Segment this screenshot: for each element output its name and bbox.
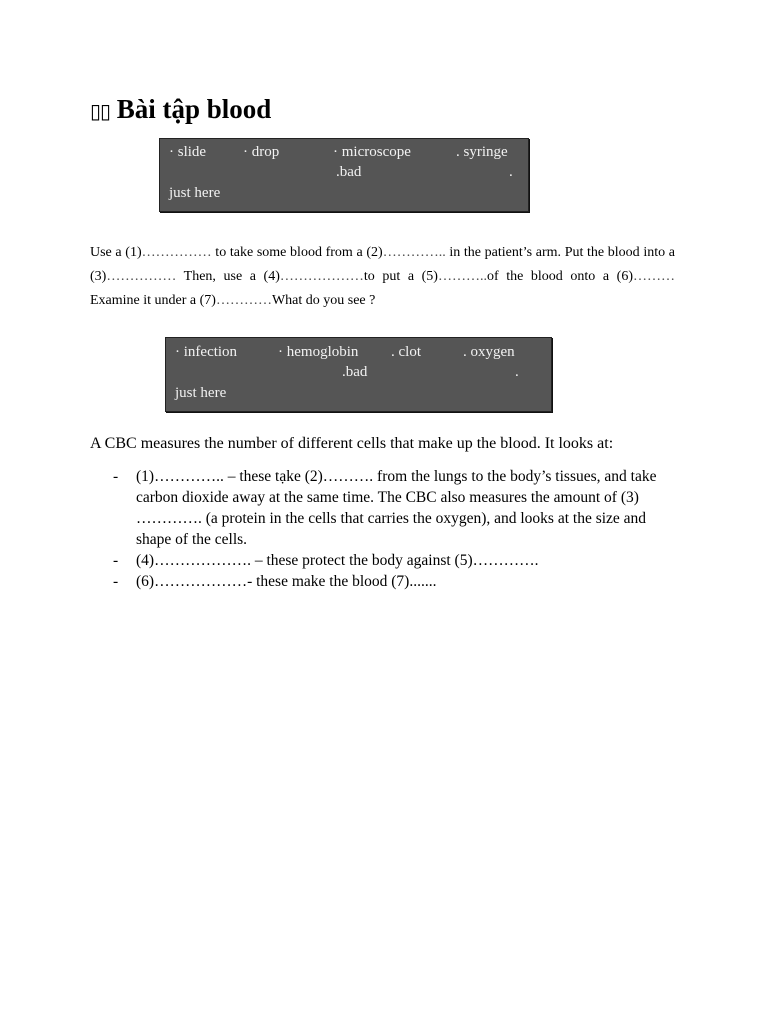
word-syringe: . syringe xyxy=(456,144,508,160)
word-oxygen: . oxygen xyxy=(463,344,515,360)
list-item: - (1)………….. – these tạke (2)………. from the lungs to the body’s tissues, and take carbon dioxide away at the same time. The CBC also measures the amount of (3) …………. (a protein in the cells that carries the oxygen), and looks at the size and shape of the cells. xyxy=(113,468,657,548)
word-microscope: · microscope xyxy=(333,144,411,160)
word-box-2 xyxy=(165,337,552,412)
word-infection: · infection xyxy=(175,344,238,360)
list-item: - (6)………………- these make the blood (7)....... xyxy=(113,573,437,590)
placeholder-glyph-icon: ▯▯ xyxy=(90,99,111,123)
cbc-list xyxy=(90,466,675,592)
cbc-intro: A CBC measures the number of different cells that make up the blood. It looks at: xyxy=(90,435,614,452)
word-bad: .bad xyxy=(336,164,362,180)
word-dot: . xyxy=(515,364,519,380)
word-drop: · drop xyxy=(243,144,280,160)
page-title xyxy=(90,92,271,128)
word-hemoglobin: · hemoglobin xyxy=(278,344,359,360)
word-bad: .bad xyxy=(342,364,368,380)
word-box-1 xyxy=(159,138,529,212)
list-item: - (4)………………. – these protect the body against (5)…………. xyxy=(113,552,539,569)
word-just-here: just here xyxy=(175,385,227,401)
exercise-1-paragraph: Use a (1)…………… to take some blood from a (2)………….. in the patient’s arm. Put the blood into a (3)…………… Then, use a (4)………………to put a (5)………..of the blood onto a (6)………Examine it under a (7)…………What do you see ? xyxy=(90,245,676,308)
word-just-here: just here xyxy=(169,185,221,201)
word-clot: . clot xyxy=(391,344,421,360)
word-slide: · slide xyxy=(169,144,207,160)
page-title-text: Bài tập blood xyxy=(116,94,272,124)
word-dot: . xyxy=(509,164,513,180)
